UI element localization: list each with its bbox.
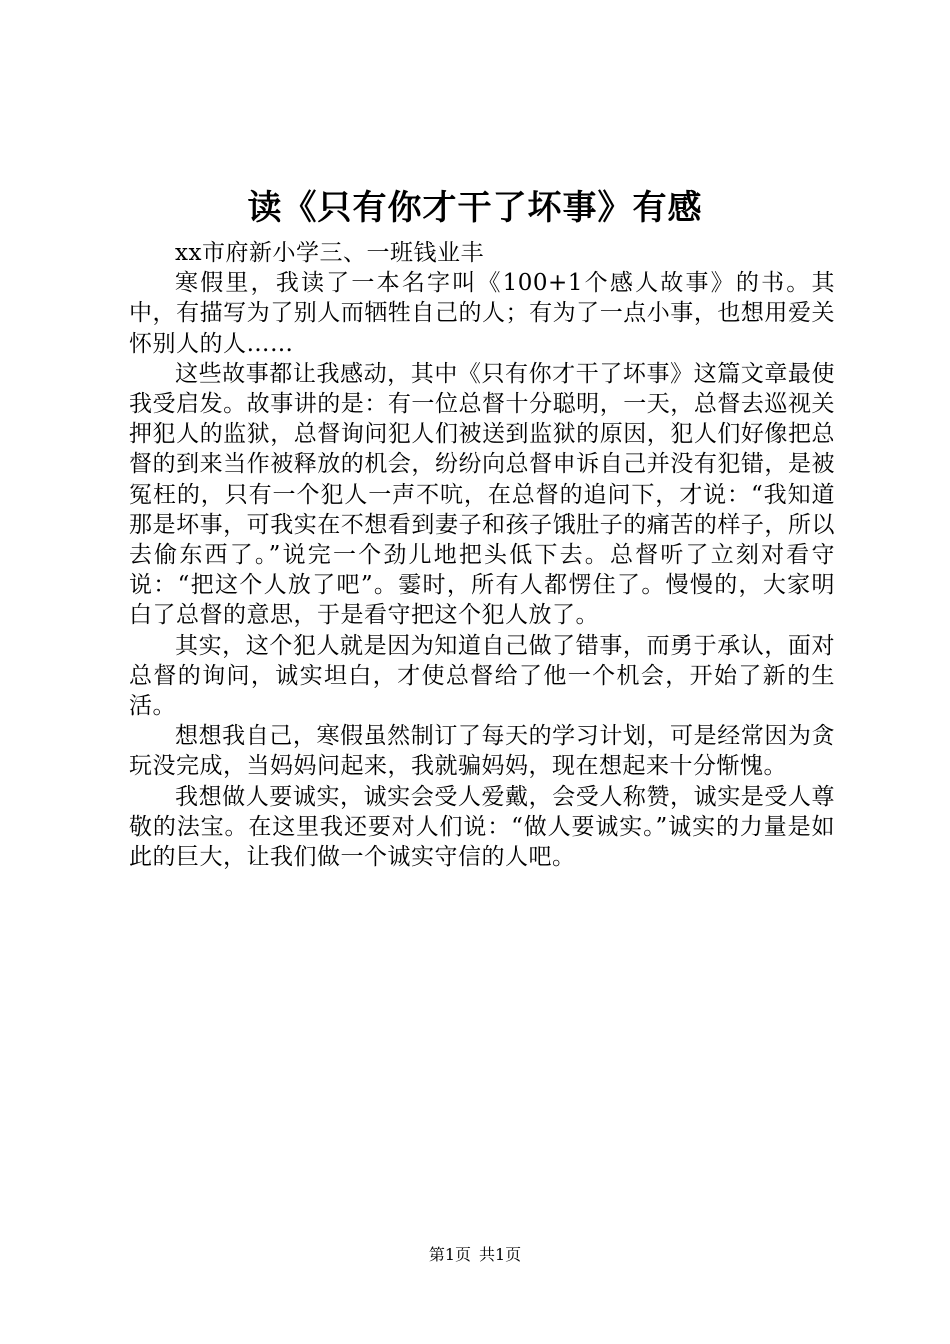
- page-number: 第1页: [428, 1245, 471, 1264]
- paragraph-2: 这些故事都让我感动，其中《只有你才干了坏事》这篇文章最使我受启发。故事讲的是：有一位总督十分聪明，一天，总督去巡视关押犯人的监狱，总督询问犯人们被送到监狱的原因，犯人们好像把总督的到来当作被释放的机会，纷纷向总督申诉自己并没有犯错，是被冤枉的，只有一个犯人一声不吭，在总督的追问下，才说：“我知道那是坏事，可我实在不想看到妻子和孩子饿肚子的痛苦的样子，所以去偷东西了。”说完一个劲儿地把头低下去。总督听了立刻对看守说：“把这个人放了吧”。霎时，所有人都愣住了。慢慢的，大家明白了总督的意思，于是看守把这个犯人放了。: [129, 360, 835, 629]
- page-total: 共1页: [479, 1245, 522, 1264]
- paragraph-3: 其实，这个犯人就是因为知道自己做了错事，而勇于承认，面对总督的询问，诚实坦白，才使总督给了他一个机会，开始了新的生活。: [129, 632, 835, 720]
- document-title: 读《只有你才干了坏事》有感: [247, 188, 703, 228]
- author-line: xx市府新小学三、一班钱业丰: [175, 240, 484, 266]
- paragraph-1: 寒假里，我读了一本名字叫《100+1个感人故事》的书。其中，有描写为了别人而牺牲自己的人；有为了一点小事，也想用爱关怀别人的人……: [129, 270, 835, 357]
- page-footer: [0, 1244, 950, 1266]
- paragraph-5: 我想做人要诚实，诚实会受人爱戴，会受人称赞，诚实是受人尊敬的法宝。在这里我还要对人们说：“做人要诚实。”诚实的力量是如此的巨大，让我们做一个诚实守信的人吧。: [129, 783, 835, 871]
- paragraph-4: 想想我自己，寒假虽然制订了每天的学习计划，可是经常因为贪玩没完成，当妈妈问起来，我就骗妈妈，现在想起来十分惭愧。: [129, 723, 835, 780]
- document-body: [129, 238, 835, 872]
